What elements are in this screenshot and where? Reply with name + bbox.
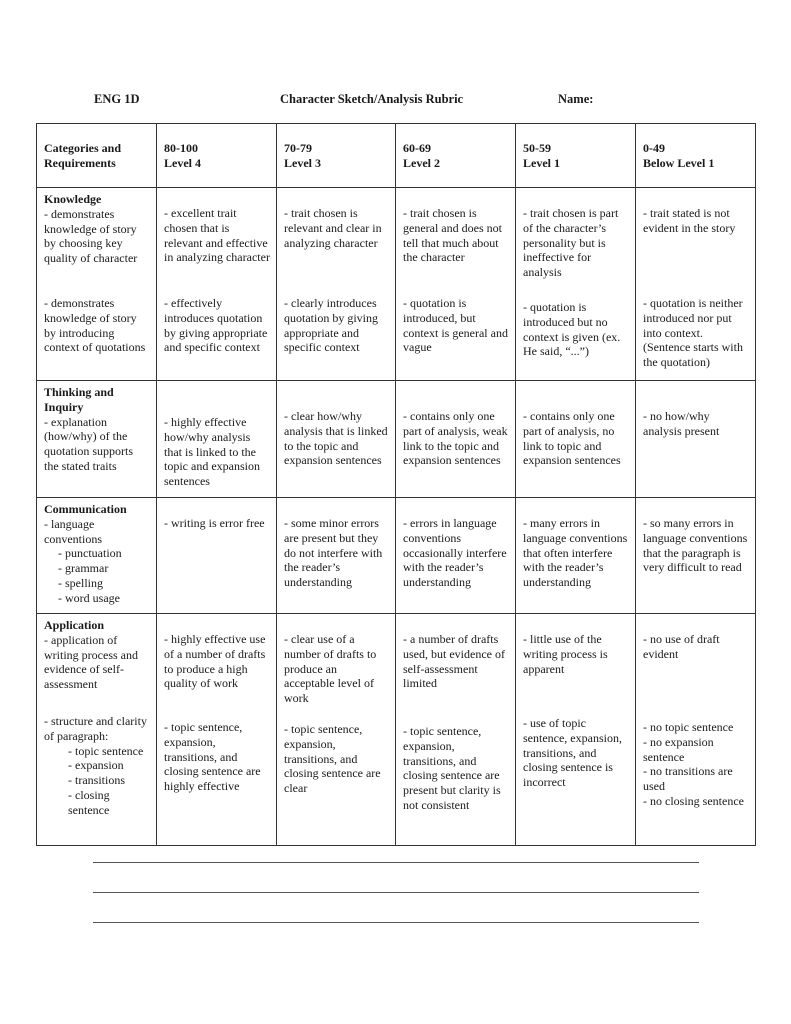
comment-line-1[interactable] xyxy=(93,862,699,863)
rubric-table xyxy=(36,123,756,846)
knowledge-req-1: - demonstrates knowledge of story by choosing key quality of character xyxy=(44,206,138,266)
knowledge-level-3: - trait chosen is relevant and clear in analyzing character - clearly introduces quotation by giving appropriate and specific context xyxy=(277,188,396,381)
comment-line-2[interactable] xyxy=(93,892,699,893)
thinking-row xyxy=(37,381,756,498)
communication-level-4: - writing is error free xyxy=(157,498,277,614)
communication-sub-1: - punctuation xyxy=(58,546,122,561)
thinking-level-1: - contains only one part of analysis, no link to topic and expansion sentences xyxy=(516,381,636,498)
knowledge-row xyxy=(37,188,756,381)
communication-req-1: - language conventions xyxy=(44,516,102,546)
application-level-4: - highly effective use of a number of drafts to produce a high quality of work - topic sentence, expansion, transitions, and closing sentence are highly effective xyxy=(157,614,277,846)
application-sub-4: - closing sentence xyxy=(68,787,110,817)
application-req-2: - structure and clarity of paragraph: xyxy=(44,713,147,743)
thinking-heading-2: Inquiry xyxy=(44,399,84,414)
application-sub-1: - topic sentence xyxy=(68,743,144,758)
communication-heading: Communication xyxy=(44,502,127,516)
col-header-level-3: 70-79 Level 3 xyxy=(277,124,396,188)
thinking-level-3: - clear how/why analysis that is linked to the topic and expansion sentences xyxy=(277,381,396,498)
communication-sub-3: - spelling xyxy=(58,575,103,590)
col-header-level-2: 60-69 Level 2 xyxy=(396,124,516,188)
rubric-title: Character Sketch/Analysis Rubric xyxy=(280,92,464,106)
thinking-level-2: - contains only one part of analysis, weak link to the topic and expansion sentences xyxy=(396,381,516,498)
header-row xyxy=(37,124,756,188)
application-level-1: - little use of the writing process is apparent - use of topic sentence, expansion, transitions, and closing sentence is incorrect xyxy=(516,614,636,846)
col-header-below-level-1: 0-49 Below Level 1 xyxy=(636,124,756,188)
communication-below-level-1: - so many errors in language conventions that the paragraph is very difficult to read xyxy=(636,498,756,614)
thinking-category-cell xyxy=(37,381,157,498)
knowledge-req-2: - demonstrates knowledge of story by introducing context of quotations xyxy=(44,295,146,355)
application-level-3: - clear use of a number of drafts to produce an acceptable level of work - topic sentence, expansion, transitions, and closing sentence are clear xyxy=(277,614,396,846)
knowledge-level-1: - trait chosen is part of the character’s personality but is ineffective for analysis - quotation is introduced but no context is given (ex. He said, “...”) xyxy=(516,188,636,381)
name-label: Name: xyxy=(558,92,594,106)
knowledge-category-cell xyxy=(37,188,157,381)
application-row xyxy=(37,614,756,846)
communication-sub-2: - grammar xyxy=(58,561,109,576)
knowledge-below-level-1: - trait stated is not evident in the story - quotation is neither introduced nor put into context. (Sentence starts with the quotation) xyxy=(636,188,756,381)
col-header-level-4: 80-100 Level 4 xyxy=(157,124,277,188)
communication-level-2: - errors in language conventions occasionally interfere with the reader’s understanding xyxy=(396,498,516,614)
communication-level-1: - many errors in language conventions that often interfere with the reader’s understanding xyxy=(516,498,636,614)
application-category-cell xyxy=(37,614,157,846)
course-code: ENG 1D xyxy=(94,92,140,106)
application-sub-2: - expansion xyxy=(68,758,124,773)
knowledge-level-2: - trait chosen is general and does not tell that much about the character - quotation is introduced, but context is general and vague xyxy=(396,188,516,381)
col-header-level-1: 50-59 Level 1 xyxy=(516,124,636,188)
communication-category-cell xyxy=(37,498,157,614)
application-sub-3: - transitions xyxy=(68,773,125,788)
thinking-level-4: - highly effective how/why analysis that is linked to the topic and expansion sentences xyxy=(157,381,277,498)
col-header-categories: Categories and Requirements xyxy=(37,124,157,188)
application-level-2: - a number of drafts used, but evidence of self-assessment limited - topic sentence, expansion, transitions, and closing sentence are present but clarity is not consistent xyxy=(396,614,516,846)
knowledge-level-4: - excellent trait chosen that is relevant and effective in analyzing character - effectively introduces quotation by giving appropriate and specific context xyxy=(157,188,277,381)
comment-line-3[interactable] xyxy=(93,922,699,923)
communication-sub-4: - word usage xyxy=(58,590,120,605)
thinking-req-1: - explanation (how/why) of the quotation supports the stated traits xyxy=(44,414,133,473)
communication-level-3: - some minor errors are present but they do not interfere with the reader’s understanding xyxy=(277,498,396,614)
knowledge-heading: Knowledge xyxy=(44,192,102,206)
thinking-below-level-1: - no how/why analysis present xyxy=(636,381,756,498)
application-req-1: - application of writing process and evidence of self-assessment xyxy=(44,632,138,692)
thinking-heading-1: Thinking and xyxy=(44,385,114,399)
communication-row xyxy=(37,498,756,614)
application-heading: Application xyxy=(44,618,105,632)
application-below-level-1: - no use of draft evident - no topic sentence - no expansion sentence - no transitions are used - no closing sentence xyxy=(636,614,756,846)
